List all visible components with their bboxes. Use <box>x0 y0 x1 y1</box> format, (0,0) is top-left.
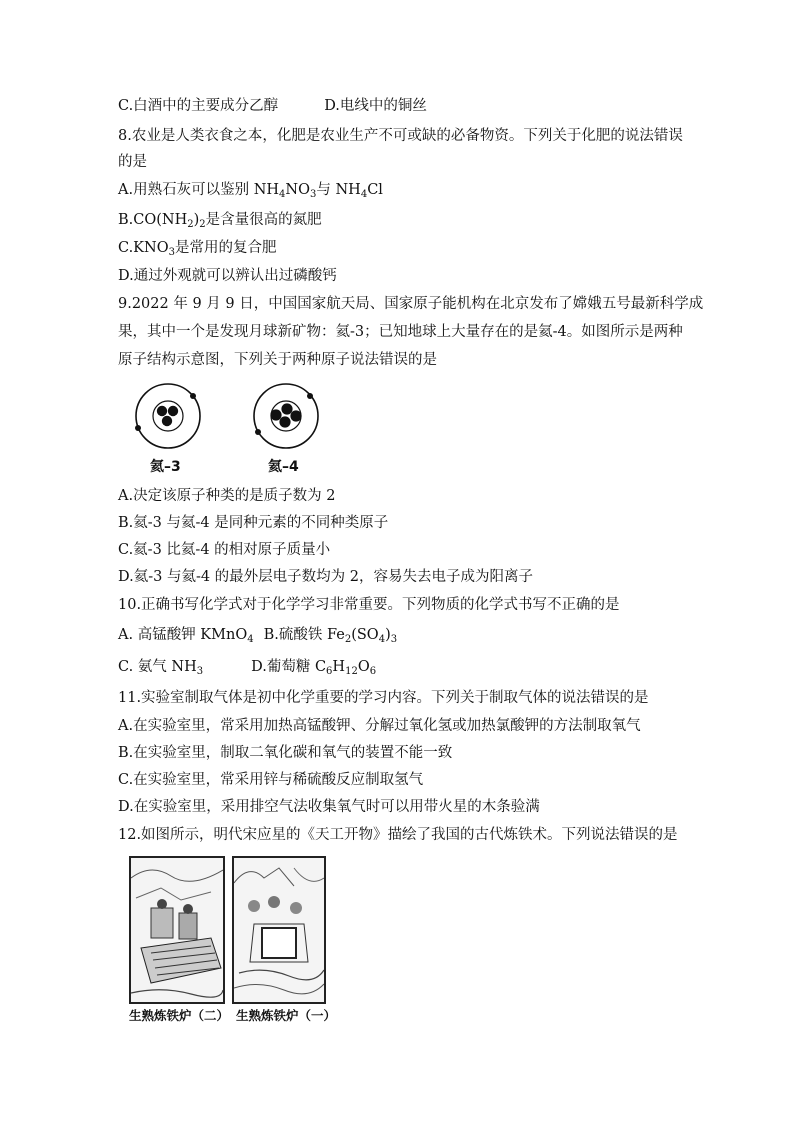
q8-option-a <box>118 180 383 205</box>
iron-furnace-illustration-1 <box>232 856 326 1004</box>
q9-option-b: B.氦-3 与氦-4 是同种元素的不同种类原子 <box>118 515 389 531</box>
q8-stem-line2: 的是 <box>118 154 147 170</box>
q11-option-d: D.在实验室里，采用排空气法收集氧气时可以用带火星的木条验满 <box>118 799 540 815</box>
q10c-text: C. 氨气 NH <box>118 659 197 675</box>
q8c-post: 是常用的复合肥 <box>174 240 277 256</box>
he3-electron <box>135 425 141 431</box>
q8b-text: B.CO(NH <box>118 212 188 228</box>
q10a-text: A. 高锰酸钾 KMnO <box>118 627 248 643</box>
iron-furnace-illustration-2 <box>129 856 225 1004</box>
q9-option-c: C.氦-3 比氦-4 的相对原子质量小 <box>118 542 331 558</box>
q9-stem-line1: 9.2022 年 9 月 9 日，中国国家航天局、国家原子能机构在北京发布了嫦娥五号最新科学成 <box>118 296 704 312</box>
he4-electron <box>307 393 313 399</box>
q10d-sub3: 6 <box>369 666 377 677</box>
q8-option-c <box>118 238 276 263</box>
q8a-text: A.用熟石灰可以鉴别 NH <box>118 182 280 198</box>
he4-electron <box>255 429 261 435</box>
q9-stem-line3: 原子结构示意图，下列关于两种原子说法错误的是 <box>118 352 437 368</box>
q10-options-ab <box>118 625 397 650</box>
q7-option-d: D.电线中的铜丝 <box>324 98 427 114</box>
q7-options-cd <box>118 96 427 116</box>
he4-nucleon <box>281 403 292 414</box>
q8a-sub1: 4 <box>279 189 286 200</box>
q11-option-b: B.在实验室里，制取二氧化碳和氧气的装置不能一致 <box>118 745 453 761</box>
q8b-post: 是含量很高的氮肥 <box>205 212 322 228</box>
q10d-sub1: 6 <box>326 666 333 677</box>
he4-nucleon <box>279 416 290 427</box>
q11-option-a: A.在实验室里，常采用加热高锰酸钾、分解过氧化氢或加热氯酸钾的方法制取氧气 <box>118 718 641 734</box>
helium-4-atom-diagram <box>238 382 334 450</box>
q8-option-b <box>118 210 322 235</box>
q8c-sub1: 3 <box>168 247 175 258</box>
q10a-sub1: 4 <box>247 634 254 645</box>
q10b-mid2: ) <box>385 627 391 643</box>
q8a-sub3: 4 <box>360 189 368 200</box>
he3-nucleon <box>157 406 167 416</box>
iron-furnace-caption-2: 生熟炼铁炉（二） <box>129 1008 230 1023</box>
he4-label: 氦–4 <box>268 459 299 475</box>
q10d-text: D.葡萄糖 C <box>251 659 327 675</box>
q10b-sub3: 3 <box>390 634 398 645</box>
q8a-mid2: 与 NH <box>316 182 361 198</box>
q12-stem: 12.如图所示，明代宋应星的《天工开物》描绘了我国的古代炼铁术。下列说法错误的是 <box>118 827 678 843</box>
q9-stem-line2: 果，其中一个是发现月球新矿物：氦-3；已知地球上大量存在的是氦-4。如图所示是两种 <box>118 324 683 340</box>
q10b-sub1: 2 <box>344 634 352 645</box>
q11-stem: 11.实验室制取气体是初中化学重要的学习内容。下列关于制取气体的说法错误的是 <box>118 690 649 706</box>
q8b-sub1: 2 <box>187 219 194 230</box>
q11-option-c: C.在实验室里，常采用锌与稀硫酸反应制取氢气 <box>118 772 424 788</box>
he3-nucleon <box>168 406 178 416</box>
q8a-sub2: 3 <box>309 189 317 200</box>
q8a-post: Cl <box>367 182 383 198</box>
he4-nucleon <box>290 410 301 421</box>
he3-nucleon <box>162 416 172 426</box>
q10b-text: B.硫酸铁 Fe <box>263 627 345 643</box>
furnace-2-drawing <box>131 858 223 1002</box>
q10d-mid2: O <box>357 659 370 675</box>
q10c-sub1: 3 <box>196 666 204 677</box>
he3-electron <box>190 393 196 399</box>
q8c-text: C.KNO <box>118 240 169 256</box>
q8b-mid: ) <box>193 212 200 228</box>
q9-option-a: A.决定该原子种类的是质子数为 2 <box>118 488 336 504</box>
iron-furnace-caption-1: 生熟炼铁炉（一） <box>236 1008 337 1023</box>
q10b-sub2: 4 <box>378 634 386 645</box>
q7-option-c: C.白酒中的主要成分乙醇 <box>118 98 279 114</box>
helium-3-atom-diagram <box>120 382 216 450</box>
he4-nucleon <box>270 409 281 420</box>
furnace-1-drawing <box>234 858 324 1002</box>
q8-option-d: D.通过外观就可以辨认出过磷酸钙 <box>118 268 337 284</box>
q10-options-cd <box>118 657 376 682</box>
q10-stem: 10.正确书写化学式对于化学学习非常重要。下列物质的化学式书写不正确的是 <box>118 597 620 613</box>
q10b-mid: (SO <box>351 627 379 643</box>
q10d-mid: H <box>332 659 346 675</box>
q8-stem-line1: 8.农业是人类衣食之本，化肥是农业生产不可或缺的必备物资。下列关于化肥的说法错误 <box>118 128 683 144</box>
q10d-sub2: 12 <box>345 666 358 677</box>
q8a-mid: NO <box>285 182 310 198</box>
he3-label: 氦–3 <box>150 459 181 475</box>
q8b-sub2: 2 <box>199 219 206 230</box>
q9-option-d: D.氦-3 与氦-4 的最外层电子数均为 2，容易失去电子成为阳离子 <box>118 569 534 585</box>
